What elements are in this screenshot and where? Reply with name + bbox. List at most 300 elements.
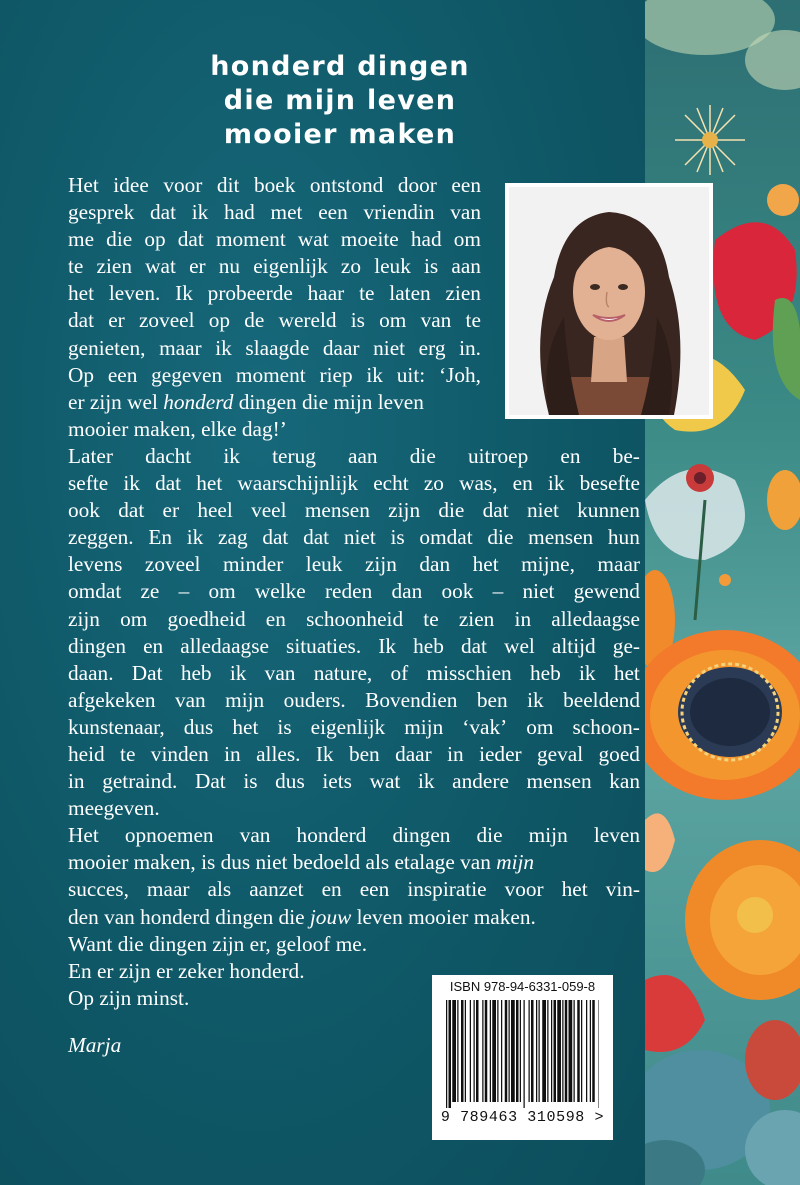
word: Dat xyxy=(194,769,226,794)
word: zag xyxy=(218,525,248,550)
word: daar xyxy=(322,335,360,360)
word: Het xyxy=(68,173,99,197)
barcode-bar xyxy=(516,1000,519,1102)
text-segment: den van honderd dingen die xyxy=(68,904,310,929)
word: het xyxy=(561,877,588,902)
word: ik xyxy=(186,525,204,550)
word: zien xyxy=(96,254,133,279)
word: is xyxy=(350,308,365,333)
word: een xyxy=(451,173,481,197)
text-line xyxy=(68,226,481,253)
barcode-bar xyxy=(509,1000,510,1102)
word: te xyxy=(423,606,439,631)
barcode-bar xyxy=(482,1000,483,1102)
text-line xyxy=(68,876,640,903)
word: om xyxy=(379,308,407,333)
title-line: mooier maken xyxy=(223,119,457,150)
barcode-bar xyxy=(529,1000,530,1102)
word: daan. xyxy=(68,660,114,685)
word: reden xyxy=(324,579,373,604)
word: moment xyxy=(235,362,306,387)
word: dus xyxy=(183,714,214,739)
word: wereld xyxy=(278,308,337,333)
word: Later xyxy=(68,443,113,468)
word: in. xyxy=(459,335,481,360)
word: van xyxy=(239,823,271,848)
word: het xyxy=(232,714,259,739)
word: veel xyxy=(251,498,287,523)
word: van xyxy=(450,200,481,225)
word: het xyxy=(196,471,223,496)
word: zien xyxy=(445,281,481,306)
word: ook xyxy=(441,579,474,604)
text-line xyxy=(68,280,481,307)
word: heb xyxy=(413,633,444,658)
word: honderd xyxy=(296,823,367,848)
word: ge- xyxy=(612,633,640,658)
word: leven xyxy=(593,823,640,848)
word: en xyxy=(265,606,286,631)
word: – xyxy=(492,579,504,604)
word: probeerde xyxy=(207,281,293,306)
text-segment: leven mooier maken. xyxy=(351,904,536,929)
word: gewend xyxy=(573,579,640,604)
word: ik xyxy=(123,471,140,496)
word: mensen xyxy=(528,525,594,550)
emphasis-text: mijn xyxy=(496,850,535,875)
word: het xyxy=(472,552,499,577)
title-line: die mijn leven xyxy=(223,85,457,116)
word: is xyxy=(390,525,405,550)
word: minder xyxy=(222,552,284,577)
text-segment: er zijn wel xyxy=(68,389,164,414)
word: leuk xyxy=(374,254,411,279)
word: voor xyxy=(504,877,544,902)
word: laten xyxy=(389,281,431,306)
word: levens xyxy=(68,552,123,577)
word: aan xyxy=(348,443,378,468)
word: Ik xyxy=(175,281,193,306)
word: had xyxy=(410,227,442,252)
word: maar xyxy=(597,552,640,577)
word: inspiratie xyxy=(407,877,487,902)
text-line xyxy=(68,335,481,362)
word: en xyxy=(143,633,164,658)
word: ik xyxy=(527,687,544,712)
barcode-bar xyxy=(497,1000,498,1102)
word: op xyxy=(208,308,231,333)
word: genieten, xyxy=(68,335,146,360)
barcode-bar xyxy=(551,1000,552,1102)
word: situaties. xyxy=(286,633,362,658)
barcode-bar xyxy=(569,1000,573,1102)
word: erg xyxy=(418,335,446,360)
word: daar xyxy=(395,741,432,766)
barcode-bar xyxy=(520,1000,521,1102)
word: dat xyxy=(149,200,176,225)
barcode-bar xyxy=(586,1000,587,1102)
word: alledaagse xyxy=(551,606,640,631)
text-line: En er zijn er zeker honderd. xyxy=(68,958,305,983)
word: sefte xyxy=(68,471,109,496)
word: Dat xyxy=(131,660,163,685)
barcode-bar xyxy=(457,1000,458,1102)
word: heid xyxy=(68,741,105,766)
barcode-bar xyxy=(554,1000,557,1102)
word: ik xyxy=(215,335,232,360)
text-line xyxy=(68,687,640,714)
word: mensen xyxy=(526,769,592,794)
word: in xyxy=(224,741,241,766)
barcode-bar xyxy=(574,1000,575,1102)
word: dingen xyxy=(392,823,451,848)
word: is xyxy=(424,254,439,279)
barcode-bar xyxy=(501,1000,502,1102)
barcode-bar xyxy=(565,1000,568,1102)
barcode-bar xyxy=(452,1000,456,1102)
barcode-bar xyxy=(474,1000,475,1102)
word: zeggen. xyxy=(68,525,134,550)
word: dacht xyxy=(145,443,192,468)
word: iets xyxy=(322,769,352,794)
word: vriendin xyxy=(363,200,435,225)
word: er xyxy=(108,308,125,333)
word: te xyxy=(359,281,375,306)
word: mijne, xyxy=(521,552,575,577)
word: ik xyxy=(578,660,596,685)
barcode-bar xyxy=(536,1000,537,1102)
word: leuk xyxy=(305,552,343,577)
word: maar xyxy=(146,877,190,902)
word: aanzet xyxy=(249,877,304,902)
word: heel xyxy=(197,498,233,523)
word: Bovendien xyxy=(365,687,458,712)
word: dingen xyxy=(68,633,126,658)
word: omdat xyxy=(68,579,122,604)
word: kunnen xyxy=(577,498,640,523)
word: uitroep xyxy=(467,443,529,468)
text-line xyxy=(68,253,481,280)
text-line xyxy=(68,849,640,876)
text-line xyxy=(68,470,640,497)
word: dat xyxy=(68,308,95,333)
word: wat xyxy=(297,227,329,252)
word: omdat xyxy=(419,525,473,550)
word: Ik xyxy=(378,633,397,658)
barcode-bar xyxy=(505,1000,508,1102)
text-segment: dingen die mijn leven xyxy=(233,389,424,414)
barcode-bar xyxy=(449,1000,452,1108)
word: opnoemen xyxy=(124,823,214,848)
word: mensen xyxy=(304,498,370,523)
blurb-text xyxy=(68,172,708,1012)
word: zo xyxy=(423,471,444,496)
word: ouders. xyxy=(283,687,346,712)
barcode-bar xyxy=(599,1000,600,1108)
barcode-bar xyxy=(531,1000,534,1102)
word: en xyxy=(321,877,342,902)
barcode-bar xyxy=(577,1000,580,1102)
word: vin- xyxy=(605,877,640,902)
word: Het xyxy=(68,823,99,848)
word: boek xyxy=(253,173,296,197)
word: echt xyxy=(373,471,409,496)
word: kan xyxy=(609,769,640,794)
word: me xyxy=(68,227,95,252)
word: ieder xyxy=(479,741,522,766)
emphasis-text: jouw xyxy=(309,904,352,929)
text-line xyxy=(68,497,640,524)
word: zoveel xyxy=(138,308,195,333)
word: ‘Joh, xyxy=(438,362,481,387)
barcode-bar xyxy=(562,1000,563,1102)
word: heb xyxy=(529,660,561,685)
word: dat xyxy=(303,525,330,550)
word: een xyxy=(107,362,138,387)
barcode-bar xyxy=(465,1000,466,1102)
word: door xyxy=(397,173,437,197)
word: of xyxy=(390,660,409,685)
barcode-bar xyxy=(470,1000,471,1102)
word: voor xyxy=(163,173,203,197)
word: terug xyxy=(272,443,316,468)
text-line: meegeven. xyxy=(68,796,160,821)
word: te xyxy=(465,308,481,333)
word: mijn xyxy=(528,823,568,848)
text-line xyxy=(68,606,640,633)
word: nu xyxy=(218,254,241,279)
word: om xyxy=(120,606,148,631)
word: dit xyxy=(216,173,240,197)
word: mijn xyxy=(404,714,444,739)
word: om xyxy=(526,714,554,739)
word: geval xyxy=(537,741,584,766)
text-line: mooier maken, elke dag!’ xyxy=(68,416,287,441)
word: heb xyxy=(180,660,212,685)
author-signature: Marja xyxy=(68,1033,122,1057)
word: zijn xyxy=(388,498,421,523)
word: ‘vak’ xyxy=(462,714,508,739)
word: wat xyxy=(369,769,401,794)
word: ik xyxy=(229,660,247,685)
isbn-barcode xyxy=(432,975,613,1140)
word: eigenlijk xyxy=(310,714,386,739)
text-segment: mooier maken, is dus niet bedoeld als etalage van xyxy=(68,850,497,875)
word: ben xyxy=(476,687,508,712)
word: niet xyxy=(522,579,555,604)
word: van xyxy=(264,660,296,685)
word: afgekeken xyxy=(68,687,156,712)
barcode-bar xyxy=(485,1000,488,1102)
word: waarschijnlijk xyxy=(237,471,359,496)
word: dan xyxy=(419,552,451,577)
word: gesprek xyxy=(68,200,135,225)
word: het xyxy=(68,281,95,306)
word: alledaagse xyxy=(180,633,269,658)
barcode-bar xyxy=(446,1000,447,1108)
text-line xyxy=(68,714,640,741)
word: was, xyxy=(459,471,498,496)
word: te xyxy=(68,254,84,279)
word: zijn xyxy=(364,552,397,577)
word: ik xyxy=(366,362,383,387)
word: goed xyxy=(598,741,640,766)
word: schoonheid xyxy=(306,606,404,631)
word: te xyxy=(120,741,136,766)
word: moeite xyxy=(340,227,399,252)
word: misschien xyxy=(426,660,512,685)
word: En xyxy=(148,525,173,550)
barcode-bar xyxy=(511,1000,515,1102)
word: riep xyxy=(319,362,353,387)
barcode-bar xyxy=(581,1000,582,1102)
word: er xyxy=(162,498,180,523)
word: dat xyxy=(118,498,145,523)
word: aan xyxy=(451,254,481,279)
word: succes, xyxy=(68,877,129,902)
word: die xyxy=(438,498,465,523)
word: in xyxy=(68,769,85,794)
word: kunstenaar, xyxy=(68,714,165,739)
word: had xyxy=(224,200,255,225)
word: die xyxy=(487,525,514,550)
word: ik xyxy=(547,471,565,496)
word: die xyxy=(409,443,436,468)
word: zoveel xyxy=(144,552,201,577)
word: niet xyxy=(373,335,406,360)
word: be- xyxy=(612,443,640,468)
word: getraind. xyxy=(102,769,178,794)
word: zien xyxy=(458,606,495,631)
word: die xyxy=(106,227,133,252)
word: een xyxy=(318,200,348,225)
word: zijn xyxy=(68,606,100,631)
word: en xyxy=(560,443,581,468)
word: altijd xyxy=(551,633,596,658)
word: wel xyxy=(504,633,535,658)
word: mijn xyxy=(225,687,265,712)
barcode-bar xyxy=(547,1000,548,1102)
word: nature, xyxy=(313,660,373,685)
word: als xyxy=(207,877,232,902)
word: slaagde xyxy=(245,335,310,360)
barcode-bar xyxy=(592,1000,595,1102)
word: moment xyxy=(215,227,286,252)
text-line xyxy=(68,551,640,578)
barcode-bar xyxy=(524,1000,525,1108)
word: ik xyxy=(417,769,435,794)
word: met xyxy=(270,200,303,225)
barcode-bars xyxy=(446,1000,599,1108)
word: dat xyxy=(460,633,487,658)
word: idee xyxy=(113,173,149,197)
word: ook xyxy=(68,498,100,523)
text-line: Op zijn minst. xyxy=(68,985,190,1010)
barcode-bar xyxy=(476,1000,479,1102)
word: een xyxy=(359,877,390,902)
text-line xyxy=(68,172,481,199)
word: de xyxy=(244,308,265,333)
barcode-bar xyxy=(539,1000,540,1102)
word: dan xyxy=(391,579,423,604)
word: besefte xyxy=(579,471,640,496)
word: gegeven xyxy=(151,362,223,387)
word: dat xyxy=(177,227,204,252)
word: ze xyxy=(140,579,160,604)
word: Ik xyxy=(315,741,334,766)
word: haar xyxy=(307,281,345,306)
word: ben xyxy=(348,741,380,766)
word: leven. xyxy=(108,281,161,306)
word: ik xyxy=(191,200,209,225)
word: en xyxy=(512,471,533,496)
text-line xyxy=(68,660,640,687)
text-line xyxy=(68,633,640,660)
word: er xyxy=(189,254,206,279)
word: op xyxy=(144,227,166,252)
barcode-bar xyxy=(461,1000,464,1102)
word: eigenlijk xyxy=(253,254,328,279)
word: dat xyxy=(262,525,289,550)
word: om xyxy=(453,227,481,252)
word: is xyxy=(277,714,292,739)
word: van xyxy=(174,687,206,712)
emphasis-text: honderd xyxy=(163,389,234,414)
barcode-bar xyxy=(557,1000,561,1102)
word: andere xyxy=(452,769,509,794)
word: wat xyxy=(145,254,176,279)
barcode-bar xyxy=(590,1000,591,1102)
text-line xyxy=(68,578,640,605)
word: Op xyxy=(68,362,95,387)
text-line xyxy=(68,443,640,470)
word: dat xyxy=(155,471,182,496)
text-line xyxy=(68,389,708,416)
word: ik xyxy=(223,443,240,468)
word: welke xyxy=(254,579,306,604)
text-line xyxy=(68,362,481,389)
word: goedheid xyxy=(167,606,246,631)
book-title xyxy=(200,50,480,152)
text-line xyxy=(68,524,640,551)
text-line xyxy=(68,768,640,795)
text-line xyxy=(68,904,640,931)
word: het xyxy=(613,660,640,685)
title-line: honderd dingen xyxy=(210,51,470,82)
word: ontstond xyxy=(309,173,384,197)
word: in xyxy=(514,606,532,631)
isbn-label: ISBN 978-94-6331-059-8 xyxy=(449,979,596,994)
barcode-bar xyxy=(492,1000,496,1102)
text-line xyxy=(68,307,481,334)
word: in xyxy=(447,741,464,766)
text-line: Want die dingen zijn er, geloof me. xyxy=(68,931,368,956)
word: vinden xyxy=(150,741,209,766)
word: uit: xyxy=(396,362,426,387)
barcode-digits: 9 789463 310598 > xyxy=(440,1109,605,1126)
word: om xyxy=(208,579,236,604)
word: die xyxy=(476,823,503,848)
word: dus xyxy=(275,769,305,794)
word: maar xyxy=(159,335,202,360)
word: dat xyxy=(482,498,509,523)
barcode-bar xyxy=(490,1000,491,1102)
word: niet xyxy=(526,498,559,523)
text-line xyxy=(68,199,481,226)
word: – xyxy=(178,579,190,604)
barcode-bar xyxy=(542,1000,546,1102)
word: schoon- xyxy=(572,714,640,739)
